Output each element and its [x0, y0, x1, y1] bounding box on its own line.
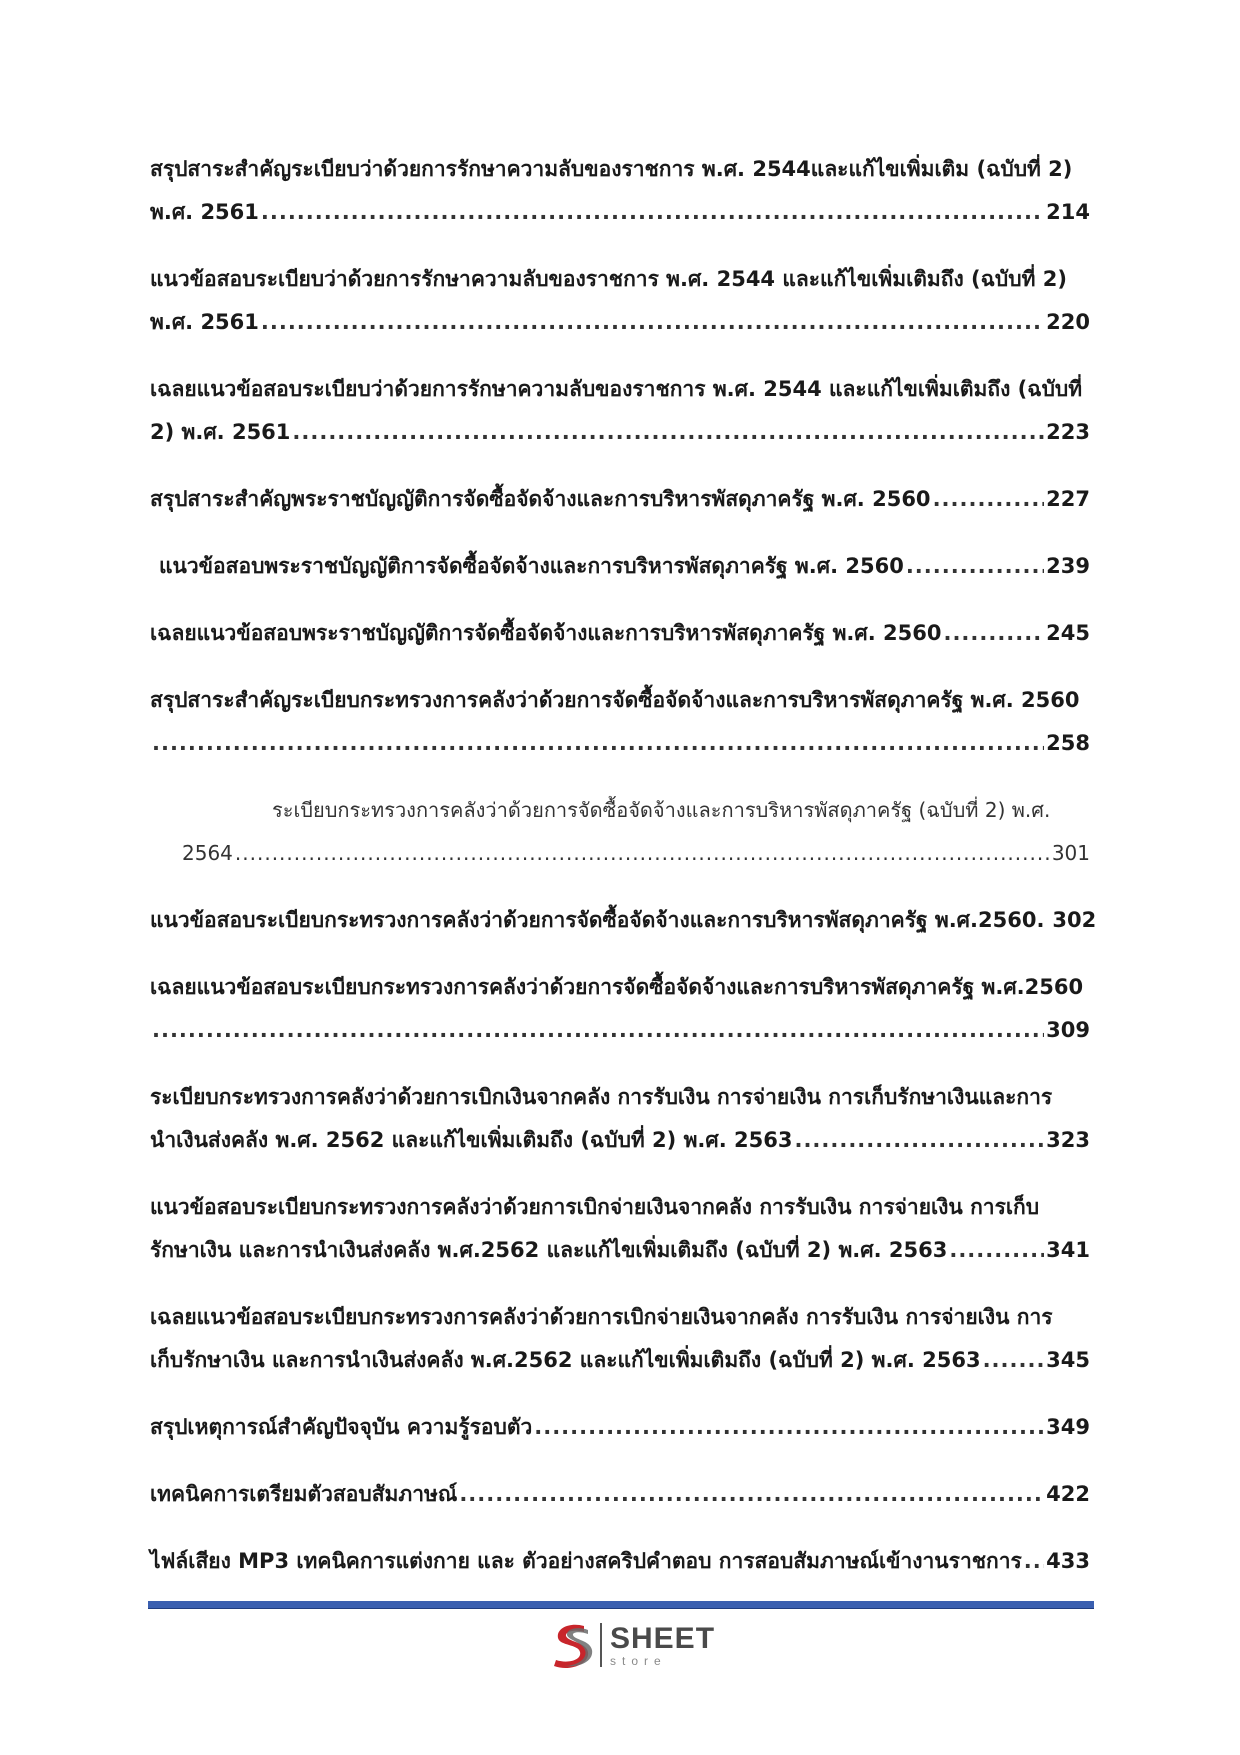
toc-page-number: 341	[1046, 1238, 1090, 1262]
dot-leader	[235, 832, 1050, 875]
footer-divider	[148, 1601, 1094, 1609]
dot-leader	[1024, 1540, 1044, 1583]
dot-leader	[152, 1009, 1044, 1052]
toc-entry-title-line: เฉลยแนวข้อสอบระเบียบว่าด้วยการรักษาความลับของราชการ พ.ศ. 2544 และแก้ไขเพิ่มเติมถึง (ฉบับที่	[150, 377, 1083, 401]
toc-page-number: 223	[1046, 420, 1090, 444]
dot-leader	[949, 1229, 1044, 1272]
toc-entry-row	[150, 1540, 1090, 1583]
toc-entry-title: เทคนิคการเตรียมตัวสอบสัมภาษณ์	[150, 1482, 458, 1506]
toc-entry-title: แนวข้อสอบระเบียบกระทรวงการคลังว่าด้วยการจัดซื้อจัดจ้างและการบริหารพัสดุภาครัฐ พ.ศ.2560.	[150, 908, 1045, 932]
toc-entry-title-line: แนวข้อสอบระเบียบกระทรวงการคลังว่าด้วยการเบิกจ่ายเงินจากคลัง การรับเงิน การจ่ายเงิน การเก็บ	[150, 1195, 1040, 1219]
sheet-store-s-icon	[548, 1620, 594, 1670]
dot-leader	[261, 191, 1044, 234]
table-of-contents	[150, 148, 1097, 1607]
toc-page-number: 309	[1046, 1018, 1090, 1042]
toc-entry[interactable]	[150, 478, 1090, 521]
toc-entry[interactable]	[150, 1186, 1090, 1272]
sheet-store-logo	[548, 1617, 715, 1673]
toc-entry[interactable]	[150, 545, 1090, 588]
toc-entry-row	[150, 899, 1097, 942]
toc-subentry[interactable]	[150, 789, 1090, 875]
logo-separator	[600, 1623, 602, 1667]
toc-entry[interactable]	[150, 679, 1090, 765]
toc-entry-row	[150, 301, 1090, 344]
toc-entry-title: เก็บรักษาเงิน และการนำเงินส่งคลัง พ.ศ.2562 และแก้ไขเพิ่มเติมถึง (ฉบับที่ 2) พ.ศ. 2563	[150, 1348, 981, 1372]
toc-entry[interactable]	[150, 368, 1090, 454]
logo-main-text: SHEET	[610, 1621, 716, 1655]
dot-leader	[906, 545, 1044, 588]
toc-entry-title-line: แนวข้อสอบระเบียบว่าด้วยการรักษาความลับของราชการ พ.ศ. 2544 และแก้ไขเพิ่มเติมถึง (ฉบับที่ 2)	[150, 267, 1067, 291]
toc-entry-title: สรุปสาระสำคัญพระราชบัญญัติการจัดซื้อจัดจ้างและการบริหารพัสดุภาครัฐ พ.ศ. 2560	[150, 487, 931, 511]
toc-page-number: 214	[1046, 200, 1090, 224]
toc-entry[interactable]	[150, 148, 1090, 234]
toc-entry-title-line: ระเบียบกระทรวงการคลังว่าด้วยการจัดซื้อจัดจ้างและการบริหารพัสดุภาครัฐ (ฉบับที่ 2) พ.ศ.	[272, 798, 1051, 822]
toc-entry[interactable]	[150, 1296, 1090, 1382]
toc-page-number: 345	[1046, 1348, 1090, 1372]
toc-entry[interactable]	[150, 1540, 1090, 1583]
dot-leader	[983, 1339, 1045, 1382]
toc-entry[interactable]	[150, 1473, 1090, 1516]
toc-entry-title: นำเงินส่งคลัง พ.ศ. 2562 และแก้ไขเพิ่มเติมถึง (ฉบับที่ 2) พ.ศ. 2563	[150, 1128, 793, 1152]
dot-leader	[459, 1473, 1044, 1516]
toc-entry-title: 2564	[182, 841, 233, 865]
toc-entry[interactable]	[150, 1076, 1090, 1162]
dot-leader	[152, 722, 1044, 765]
toc-page-number: 301	[1051, 841, 1090, 865]
toc-entry[interactable]	[150, 612, 1090, 655]
logo-wordmark	[610, 1621, 716, 1668]
dot-leader	[292, 411, 1044, 454]
toc-entry-title: พ.ศ. 2561	[150, 200, 259, 224]
toc-entry-title: พ.ศ. 2561	[150, 310, 259, 334]
toc-entry[interactable]	[150, 1406, 1090, 1449]
toc-entry-row	[150, 545, 1090, 588]
toc-entry-row	[150, 832, 1090, 875]
toc-page-number: 302	[1052, 908, 1097, 932]
toc-entry-title-line: เฉลยแนวข้อสอบระเบียบกระทรวงการคลังว่าด้วยการเบิกจ่ายเงินจากคลัง การรับเงิน การจ่ายเงิน การ	[150, 1305, 1053, 1329]
toc-entry-title: รักษาเงิน และการนำเงินส่งคลัง พ.ศ.2562 และแก้ไขเพิ่มเติมถึง (ฉบับที่ 2) พ.ศ. 2563	[150, 1238, 948, 1262]
toc-entry-title: แนวข้อสอบพระราชบัญญัติการจัดซื้อจัดจ้างและการบริหารพัสดุภาครัฐ พ.ศ. 2560	[159, 554, 904, 578]
logo-sub-text: store	[610, 1653, 667, 1668]
dot-leader	[534, 1406, 1044, 1449]
toc-entry-title-line: เฉลยแนวข้อสอบระเบียบกระทรวงการคลังว่าด้วยการจัดซื้อจัดจ้างและการบริหารพัสดุภาครัฐ พ.ศ.2560	[150, 975, 1084, 999]
toc-page-number: 422	[1046, 1482, 1090, 1506]
toc-entry-row	[150, 478, 1090, 521]
toc-entry-row	[150, 1406, 1090, 1449]
toc-entry-title-line: สรุปสาระสำคัญระเบียบว่าด้วยการรักษาความลับของราชการ พ.ศ. 2544และแก้ไขเพิ่มเติม (ฉบับที่ 2)	[150, 157, 1073, 181]
toc-entry[interactable]	[150, 899, 1097, 942]
toc-entry-title: 2) พ.ศ. 2561	[150, 420, 291, 444]
toc-page-number: 227	[1046, 487, 1090, 511]
toc-page-number: 433	[1046, 1549, 1090, 1573]
dot-leader	[794, 1119, 1044, 1162]
toc-entry-title: เฉลยแนวข้อสอบพระราชบัญญัติการจัดซื้อจัดจ้างและการบริหารพัสดุภาครัฐ พ.ศ. 2560	[150, 621, 942, 645]
toc-entry-title-line: สรุปสาระสำคัญระเบียบกระทรวงการคลังว่าด้วยการจัดซื้อจัดจ้างและการบริหารพัสดุภาครัฐ พ.ศ. 2560	[150, 688, 1080, 712]
toc-entry-title-line: ระเบียบกระทรวงการคลังว่าด้วยการเบิกเงินจากคลัง การรับเงิน การจ่ายเงิน การเก็บรักษาเงินและการ	[150, 1085, 1053, 1109]
toc-entry-row	[150, 1119, 1090, 1162]
dot-leader	[943, 612, 1044, 655]
toc-entry-title: ไฟล์เสียง MP3 เทคนิคการแต่งกาย และ ตัวอย่างสคริปคำตอบ การสอบสัมภาษณ์เข้างานราชการ	[150, 1549, 1022, 1573]
toc-entry-row	[150, 411, 1090, 454]
toc-page-number: 258	[1046, 731, 1090, 755]
toc-entry-row	[150, 191, 1090, 234]
toc-entry-row	[150, 1473, 1090, 1516]
toc-page-number: 323	[1046, 1128, 1090, 1152]
toc-page-number: 220	[1046, 310, 1090, 334]
toc-page-number: 349	[1046, 1415, 1090, 1439]
toc-entry-row	[150, 1339, 1090, 1382]
toc-entry-title: สรุปเหตุการณ์สำคัญปัจจุบัน ความรู้รอบตัว	[150, 1415, 533, 1439]
toc-entry-row	[150, 722, 1090, 765]
toc-page-number: 245	[1046, 621, 1090, 645]
toc-entry-row	[150, 1229, 1090, 1272]
toc-page-number: 239	[1046, 554, 1090, 578]
toc-entry-row	[150, 1009, 1090, 1052]
toc-entry[interactable]	[150, 258, 1090, 344]
toc-entry[interactable]	[150, 966, 1090, 1052]
dot-leader	[933, 478, 1045, 521]
dot-leader	[261, 301, 1044, 344]
toc-entry-row	[150, 612, 1090, 655]
